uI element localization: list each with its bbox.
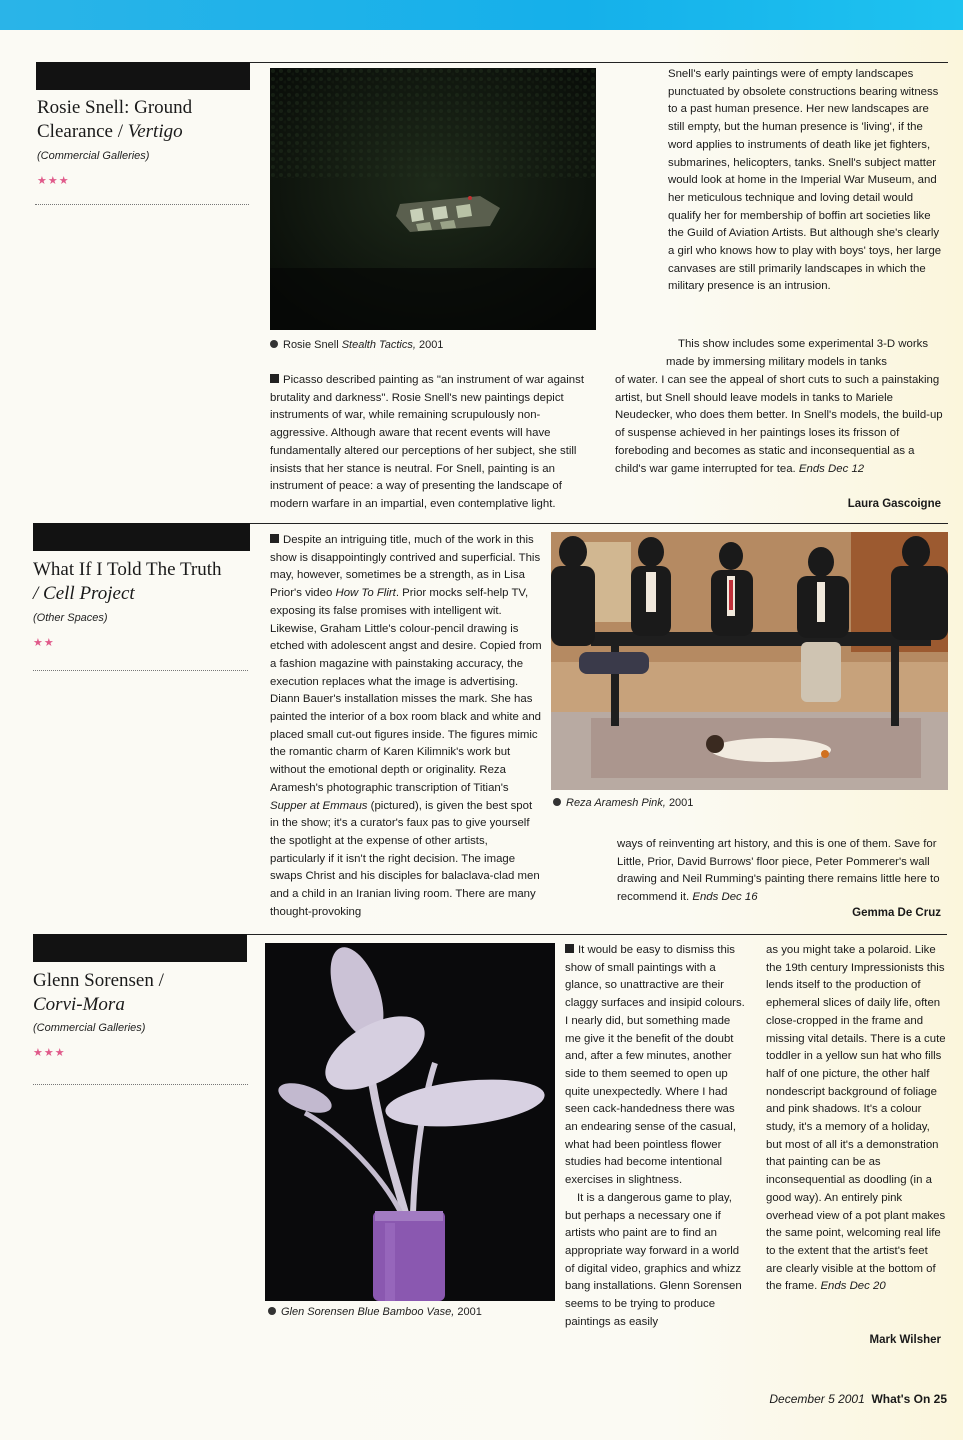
author-byline: Mark Wilsher [869, 1334, 941, 1346]
review-title: What If I Told The Truth / Cell Project [33, 559, 222, 604]
review-text-right: ways of reinventing art history, and this is one of them. Save for Little, Prior, David Burrows' floor piece, Peter Pommerer's wall drawing and Neil Rumming's painting there remains little here to recommend it. Ends Dec 16 [617, 838, 940, 904]
caption-bullet [268, 1307, 276, 1315]
star-rating: ★★★ [33, 1047, 66, 1059]
review-text-col1: It would be easy to dismiss this show of small paintings with a glance, so unattractive are their claggy surfaces and insipid colours. I nearly did, but something made me give it the benefit of the doubt and, after a few minutes, another side to them seemed to open up quite unexpectedly. Where I had seen cack-handedness there was an endearing sense of the casual, what had been pointless flower studies had become intentional exercises in slightness. It is a dangerous game to play, but perhaps a necessary one if artists who paint are to find an appropriate way forward in a world of digital video, graphics and whizz bang installations. Glenn Sorensen seems to be trying to produce paintings as easily [565, 942, 747, 1331]
review-text-col2: as you might take a polaroid. Like the 19th century Impressionists this lends itself to the production of ephemeral slices of daily life, often close-cropped in the frame and missing vital details. There is a cute toddler in a yellow sun hat who fills half of one picture, the other half nondescript background of foliage and pink shadows. It's a colour study, it's a memory of a holiday, but most of all it's a demonstration that painting can be as inconsequential as doodling (in a good way). An entirely pink overhead view of a pot plant makes the same point, welcoming real life to the extent that the artist's feet are clearly visible at the bottom of the frame. Ends Dec 20 [766, 944, 946, 1293]
dotted-divider [33, 1084, 248, 1085]
end-date: Ends Dec 12 [798, 462, 865, 475]
review-category: (Commercial Galleries) [37, 150, 150, 162]
review-text-right-bottom: of water. I can see the appeal of short cuts to such a painstaking artist, but Snell should leave models in tanks to Mariele Neudecker, who does them better. In Snell's models, the build-up of suspense achieved in her paintings loses its frisson of foreboding and becomes as static and inconsequential as a child's war game interrupted for tea. Ends Dec 12 [615, 374, 943, 475]
end-date: Ends Dec 16 [692, 891, 758, 904]
page-footer [769, 1392, 947, 1406]
star-rating: ★★ [33, 637, 55, 649]
author-byline: Gemma De Cruz [852, 907, 941, 919]
review-category: (Other Spaces) [33, 612, 108, 624]
blue-bamboo-vase-image [265, 943, 555, 1301]
review-title: Glenn Sorensen / Corvi-Mora [33, 970, 164, 1015]
issue-date: December 5 2001 [769, 1392, 865, 1406]
section-rule [247, 934, 947, 935]
section-black-bar [33, 934, 247, 962]
review-title: Rosie Snell: Ground Clearance / Vertigo [37, 97, 193, 142]
lead-marker-icon [565, 944, 574, 953]
photo-caption: Rosie Snell Stealth Tactics, 2001 [270, 339, 443, 351]
review-category: (Commercial Galleries) [33, 1022, 146, 1034]
artwork-photo-blue-bamboo-vase [265, 943, 555, 1301]
review-text-col1-para2: It is a dangerous game to play, but perhaps a necessary one if artists who paint are to find an appropriate way forward in a world of digital video, graphics and whizz bang installations. Glenn Sorensen seems to be trying to produce paintings as easily [565, 1191, 742, 1328]
photo-caption: Glen Sorensen Blue Bamboo Vase, 2001 [268, 1306, 482, 1318]
review-text-right-indent: This show includes some experimental 3-D works made by immersing military models in tanks [666, 338, 929, 368]
author-byline: Laura Gascoigne [847, 498, 941, 510]
review-text-left: Despite an intriguing title, much of the work in this show is disappointingly contrived and superficial. This may, however, sometimes be a strength, as in Lisa Prior's video How To Flirt. Prior mocks self-help TV, exposing its false promises with intelligent wit. Likewise, Graham Little's colour-pencil drawing is etched with adolescent angst and desire. Copied from a fashion magazine with painstaking accuracy, the execution replaces what the image is advertising. Diann Bauer's installation misses the mark. She has painted the interior of a box room black and white and placed small cut-out figures inside. The figures mimic the romantic charm of Karen Kilimnik's work but without the emotional depth or originality. Reza Aramesh's photographic transcription of Titian's Supper at Emmaus (pictured), is given the best spot in the show; it's a curator's faux pas to give yourself the spotlight at the expense of other artists, particularly if it isn't the right decision. The image swaps Christ and his disciples for balaclava-clad men and a child in an Iranian living room. There are many thought-provoking [270, 534, 542, 918]
review-text-left: Picasso described painting as "an instrument of war against brutality and darkness". Rosie Snell's new paintings depict instruments of war, while remaining scrupulously non-aggressive. Although aware that recent events will have fundamentally altered our perceptions of her subject, she still insists that her stance is neutral. For Snell, painting is an instrument of peace: a way of presenting the landscape of modern warfare in an impartial, even contemplative light. [270, 374, 584, 510]
star-rating: ★★★ [37, 175, 70, 187]
review-text-right-top: Snell's early paintings were of empty landscapes punctuated by obsolete constructions bearing witness to a past human presence. Her new landscapes are still empty, but the human presence is 'living', if the word applies to instruments of death like jet fighters, submarines, helicopters, tanks. Snell's subject matter would look at home in the Imperial War Museum, and her meticulous technique and loving detail would qualify her for membership of boffin art societies like the Guild of Aviation Artists. But although she's clearly a girl who knows how to play with boys' toys, her large canvases are still primarily landscapes in which the military presence is an intrusion. [668, 68, 942, 293]
end-date: Ends Dec 20 [820, 1280, 886, 1293]
magazine-page: What's On 25 [871, 1392, 947, 1406]
photo-caption: Reza Aramesh Pink, 2001 [553, 797, 693, 809]
